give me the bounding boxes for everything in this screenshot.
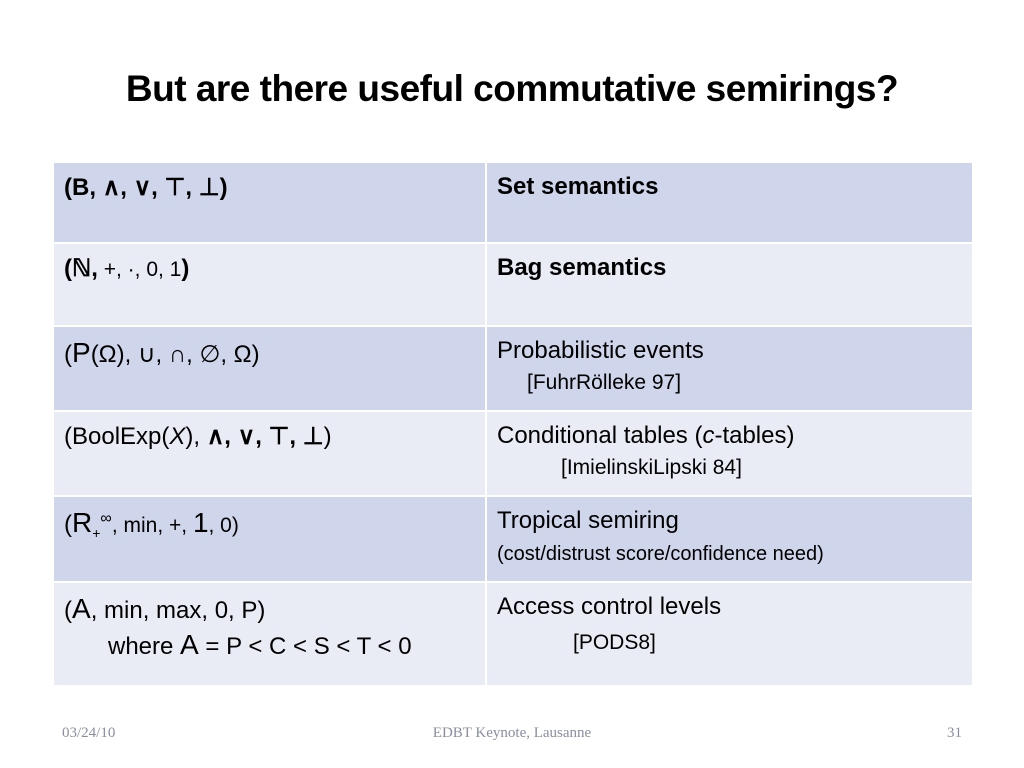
table-row <box>53 496 973 582</box>
semiring-symbol: R <box>72 507 93 538</box>
semiring-close-paren: ) <box>323 423 332 450</box>
semantics-note: (cost/distrust score/confidence need) <box>497 543 824 565</box>
semiring-rest: , 0) <box>208 514 239 537</box>
where-keyword: where <box>108 633 181 660</box>
semiring-cell <box>53 582 486 686</box>
semantics-label-prefix: Conditional tables ( <box>497 422 703 449</box>
semiring-symbols: ∧, ∨, ⊤, ⊥ <box>206 423 324 450</box>
semiring-symbol: ℕ, <box>72 255 98 282</box>
semantics-label-suffix: -tables) <box>714 422 795 449</box>
citation: [ImielinskiLipski 84] <box>561 456 742 479</box>
citation: [FuhrRölleke 97] <box>527 371 682 394</box>
table-row <box>53 162 973 243</box>
semantics-label-variable: c <box>702 422 715 449</box>
semiring-prefix: (BoolExp( <box>64 423 170 450</box>
semiring-symbol: A <box>72 593 91 624</box>
semantics-label: Bag semantics <box>497 254 667 281</box>
footer-page-number: 31 <box>947 725 962 741</box>
semiring-expression: B, ∧, ∨, ⊤, ⊥ <box>72 174 220 201</box>
semiring-one: 1 <box>192 507 209 538</box>
where-symbol: A <box>180 629 199 660</box>
semiring-open-paren: ( <box>64 341 72 368</box>
semantics-label: Tropical semiring <box>497 507 679 534</box>
table-row <box>53 411 973 496</box>
semantics-label: Set semantics <box>497 173 659 200</box>
semiring-expression: +, ·, 0, 1 <box>97 258 182 281</box>
semiring-open-paren: ( <box>64 511 72 538</box>
semiring-mid: ), <box>185 423 207 450</box>
semiring-open-paren: ( <box>64 174 72 201</box>
where-ordering: = P < C < S < T < 0 <box>198 633 412 660</box>
semiring-expression: , min, +, <box>111 514 193 537</box>
semiring-open-paren: ( <box>64 255 72 282</box>
semiring-cell <box>53 411 486 496</box>
semantics-cell <box>486 496 973 582</box>
table-row <box>53 582 973 686</box>
semantics-cell <box>486 411 973 496</box>
semantics-cell <box>486 162 973 243</box>
semiring-symbol: P <box>72 337 91 368</box>
slide-title: But are there useful commutative semirings? <box>125 68 899 109</box>
semiring-variable: X <box>169 423 186 450</box>
semiring-cell <box>53 243 486 326</box>
citation: [PODS8] <box>573 631 656 654</box>
semiring-expression: (Ω), ∪, ∩, ∅, Ω) <box>90 341 260 368</box>
semantics-label: Probabilistic events <box>497 337 704 364</box>
semiring-cell <box>53 496 486 582</box>
semiring-superscript: ∞ <box>100 510 112 527</box>
semiring-cell <box>53 326 486 411</box>
semiring-open-paren: ( <box>64 597 72 624</box>
semiring-close-paren: ) <box>181 255 190 282</box>
semantics-cell <box>486 582 973 686</box>
semiring-cell <box>53 162 486 243</box>
table-row <box>53 243 973 326</box>
semiring-expression: , min, max, 0, P) <box>90 597 266 624</box>
semantics-label: Access control levels <box>497 593 722 620</box>
semantics-cell <box>486 326 973 411</box>
semantics-cell <box>486 243 973 326</box>
semiring-where-clause <box>64 629 475 661</box>
semiring-close-paren: ) <box>219 174 228 201</box>
footer-date: 03/24/10 <box>62 725 116 741</box>
semiring-table <box>52 161 974 687</box>
table-row <box>53 326 973 411</box>
semiring-subscript: + <box>92 524 101 541</box>
footer-title: EDBT Keynote, Lausanne <box>432 725 592 741</box>
